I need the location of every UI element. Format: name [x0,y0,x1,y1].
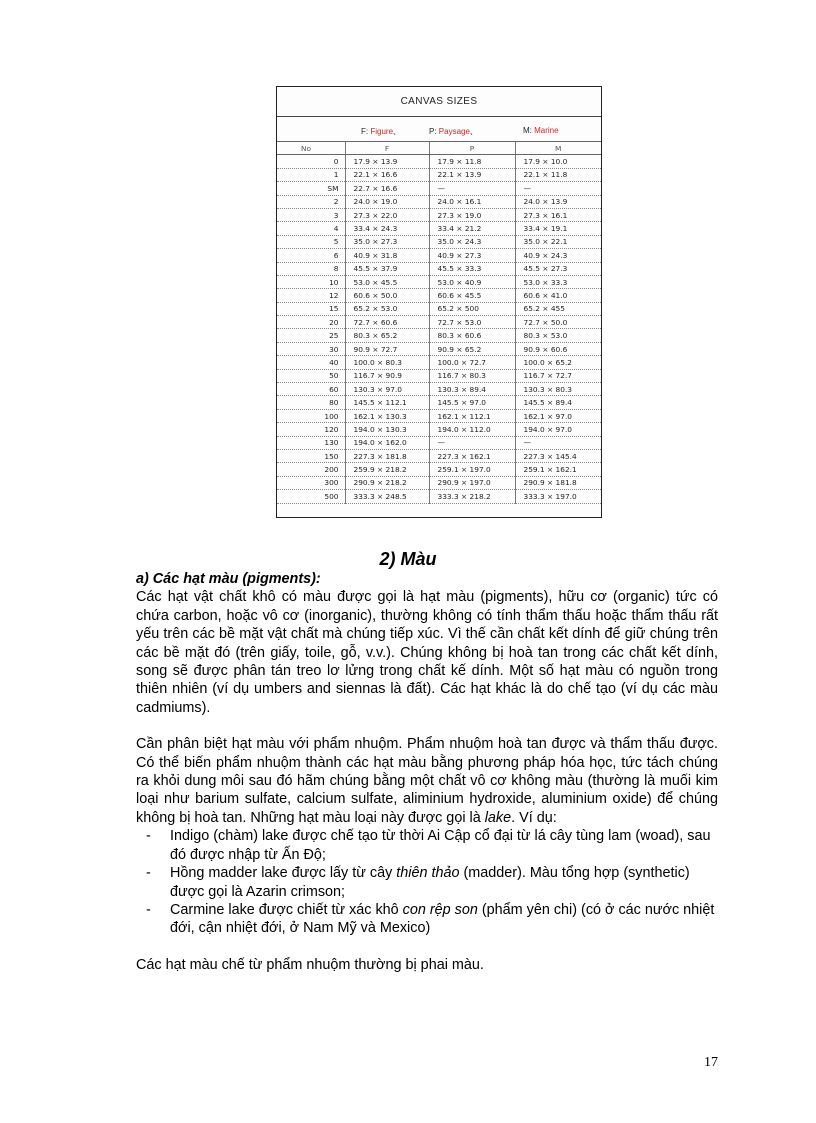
size-value-cell: 100.0 × 72.7 [429,356,515,369]
table-row [277,155,601,168]
size-value-cell: — [515,182,601,195]
size-value-cell: 130.3 × 89.4 [429,383,515,396]
table-row [277,449,601,462]
table-row [277,383,601,396]
list-item: - Indigo (chàm) lake được chế tạo từ thời Ai Cập cổ đại từ lá cây tùng lam (woad), sau đó được nhập từ Ấn Độ; [146,828,711,863]
table-row [277,235,601,248]
size-value-cell: 45.5 × 37.9 [345,262,429,275]
size-value-cell: 22.1 × 11.8 [515,168,601,181]
size-value-cell: 35.0 × 22.1 [515,235,601,248]
table-row [277,168,601,181]
table-row [277,329,601,342]
size-value-cell: 116.7 × 72.7 [515,369,601,382]
size-number-cell: 3 [277,208,345,221]
size-value-cell: 60.6 × 41.0 [515,289,601,302]
size-value-cell: 259.9 × 218.2 [345,463,429,476]
size-value-cell: 90.9 × 65.2 [429,342,515,355]
size-value-cell: 24.0 × 19.0 [345,195,429,208]
size-value-cell: 40.9 × 27.3 [429,249,515,262]
table-row [277,316,601,329]
table-row [277,195,601,208]
size-value-cell: 162.1 × 130.3 [345,409,429,422]
header-p: P [429,142,515,155]
size-number-cell: 100 [277,409,345,422]
table-row [277,302,601,315]
canvas-sizes-table [277,142,601,504]
size-value-cell: 194.0 × 112.0 [429,423,515,436]
size-value-cell: 53.0 × 40.9 [429,275,515,288]
legend-paysage: P: Paysage、 [429,127,478,136]
size-value-cell: 227.3 × 145.4 [515,449,601,462]
paragraph-pigments: Các hạt vật chất khô có màu được gọi là hạt màu (pigments), hữu cơ (organic) tức có chứa carbon, hoặc vô cơ (inorganic), thường không có tính thẩm thấu hoặc thẩm thấu rất yếu trên các bề mặt vật chất mà chúng tiếp xúc. Vì thế cần chất kết dính để giữ chúng trên các bề mặt đó (trên giấy, toile, gỗ, v.v.). Chúng không bị hoà tan trong các chất kết dính, song sẽ được phân tán treo lơ lửng trong chất kế dính. Một số hạt màu có nguồn trong thiên nhiên (ví dụ umbers and siennas là đất). Các hạt khác là do chế tạo (ví dụ các màu cadmiums). [136,589,718,716]
subheading-pigments: a) Các hạt màu (pigments): [136,571,321,587]
size-value-cell: 227.3 × 181.8 [345,449,429,462]
list-item: - Hồng madder lake được lấy từ cây thiên thảo (madder). Màu tổng hợp (synthetic) được gọi là Azarin crimson; [146,865,690,900]
size-value-cell: 53.0 × 33.3 [515,275,601,288]
size-value-cell: 65.2 × 455 [515,302,601,315]
header-m: M [515,142,601,155]
canvas-legend [277,117,601,142]
table-row [277,262,601,275]
size-number-cell: 150 [277,449,345,462]
size-value-cell: 22.1 × 16.6 [345,168,429,181]
body-text [136,570,718,974]
canvas-sizes-figure [276,86,602,518]
size-value-cell: 40.9 × 31.8 [345,249,429,262]
size-number-cell: 2 [277,195,345,208]
table-row [277,275,601,288]
page-number: 17 [704,1055,718,1070]
size-value-cell: 33.4 × 24.3 [345,222,429,235]
table-row [277,208,601,221]
size-value-cell: 72.7 × 53.0 [429,316,515,329]
size-value-cell: 40.9 × 24.3 [515,249,601,262]
table-row [277,222,601,235]
size-number-cell: 6 [277,249,345,262]
legend-marine: M: Marine [523,126,559,135]
size-number-cell: 120 [277,423,345,436]
table-row [277,409,601,422]
table-row [277,289,601,302]
size-value-cell: 162.1 × 97.0 [515,409,601,422]
size-value-cell: 333.3 × 218.2 [429,490,515,503]
table-row [277,463,601,476]
size-value-cell: 100.0 × 65.2 [515,356,601,369]
size-value-cell: 22.7 × 16.6 [345,182,429,195]
size-value-cell: 290.9 × 181.8 [515,476,601,489]
examples-list [136,827,718,937]
size-value-cell: 27.3 × 22.0 [345,208,429,221]
size-value-cell: 17.9 × 11.8 [429,155,515,168]
size-value-cell: 100.0 × 80.3 [345,356,429,369]
table-row [277,476,601,489]
header-f: F [345,142,429,155]
size-value-cell: 60.6 × 50.0 [345,289,429,302]
size-value-cell: 194.0 × 97.0 [515,423,601,436]
size-number-cell: 40 [277,356,345,369]
size-number-cell: 130 [277,436,345,449]
table-row [277,436,601,449]
size-value-cell: 145.5 × 112.1 [345,396,429,409]
size-value-cell: 60.6 × 45.5 [429,289,515,302]
size-value-cell: 53.0 × 45.5 [345,275,429,288]
size-number-cell: 12 [277,289,345,302]
size-value-cell: 65.2 × 500 [429,302,515,315]
size-value-cell: 116.7 × 80.3 [429,369,515,382]
size-number-cell: 5 [277,235,345,248]
size-number-cell: 25 [277,329,345,342]
size-value-cell: 290.9 × 218.2 [345,476,429,489]
size-value-cell: 45.5 × 27.3 [515,262,601,275]
size-number-cell: 10 [277,275,345,288]
size-number-cell: SM [277,182,345,195]
size-number-cell: 30 [277,342,345,355]
size-value-cell: 35.0 × 27.3 [345,235,429,248]
size-value-cell: 145.5 × 89.4 [515,396,601,409]
size-value-cell: 17.9 × 13.9 [345,155,429,168]
size-value-cell: 27.3 × 19.0 [429,208,515,221]
size-number-cell: 8 [277,262,345,275]
table-row [277,396,601,409]
size-value-cell: 290.9 × 197.0 [429,476,515,489]
size-value-cell: — [515,436,601,449]
canvas-sizes-title: CANVAS SIZES [277,87,601,117]
table-row [277,490,601,503]
size-number-cell: 80 [277,396,345,409]
size-value-cell: 45.5 × 33.3 [429,262,515,275]
size-value-cell: 24.0 × 16.1 [429,195,515,208]
size-value-cell: 259.1 × 197.0 [429,463,515,476]
canvas-sizes-body [277,155,601,503]
size-value-cell: 259.1 × 162.1 [515,463,601,476]
size-value-cell: 35.0 × 24.3 [429,235,515,248]
size-value-cell: 72.7 × 50.0 [515,316,601,329]
table-row [277,423,601,436]
size-value-cell: 33.4 × 21.2 [429,222,515,235]
header-no: No [277,142,345,155]
size-value-cell: — [429,436,515,449]
table-row [277,249,601,262]
size-value-cell: 333.3 × 197.0 [515,490,601,503]
table-row [277,342,601,355]
size-value-cell: 22.1 × 13.9 [429,168,515,181]
list-item: - Carmine lake được chiết từ xác khô con rệp son (phẩm yên chi) (có ở các nước nhiệt đới, cận nhiệt đới, ở Nam Mỹ và Mexico) [146,901,715,937]
size-value-cell: 80.3 × 60.6 [429,329,515,342]
size-number-cell: 15 [277,302,345,315]
size-value-cell: 194.0 × 162.0 [345,436,429,449]
size-value-cell: 333.3 × 248.5 [345,490,429,503]
closing-sentence: Các hạt màu chế từ phẩm nhuộm thường bị phai màu. [136,956,484,973]
size-value-cell: 90.9 × 72.7 [345,342,429,355]
size-value-cell: 33.4 × 19.1 [515,222,601,235]
size-value-cell: 130.3 × 80.3 [515,383,601,396]
size-number-cell: 1 [277,168,345,181]
size-value-cell: 80.3 × 65.2 [345,329,429,342]
size-number-cell: 50 [277,369,345,382]
size-number-cell: 300 [277,476,345,489]
paragraph-dyes: Cần phân biệt hạt màu với phẩm nhuộm. Phẩm nhuộm hoà tan được và thẩm thấu được. Có thể biến phẩm nhuộm thành các hạt màu bằng phương pháp hóa học, tức tách chúng ra khỏi dung môi sau đó hãm chúng bằng một chất vô cơ không màu (thường là muối kim loại như barium sulfate, calcium sulfate, aliminium hydroxide, aluminium oxide) để chúng không bị hoà tan. Những hạt màu loại này được gọi là lake. Ví dụ: [136,736,718,826]
size-value-cell: 116.7 × 90.9 [345,369,429,382]
table-row [277,369,601,382]
size-value-cell: 72.7 × 60.6 [345,316,429,329]
size-value-cell: — [429,182,515,195]
size-value-cell: 145.5 × 97.0 [429,396,515,409]
size-number-cell: 200 [277,463,345,476]
size-number-cell: 500 [277,490,345,503]
table-header-row [277,142,601,155]
size-value-cell: 162.1 × 112.1 [429,409,515,422]
legend-figure: F: Figure、 [361,127,402,136]
size-value-cell: 90.9 × 60.6 [515,342,601,355]
size-value-cell: 27.3 × 16.1 [515,208,601,221]
size-number-cell: 4 [277,222,345,235]
size-value-cell: 80.3 × 53.0 [515,329,601,342]
size-value-cell: 24.0 × 13.9 [515,195,601,208]
size-value-cell: 65.2 × 53.0 [345,302,429,315]
size-number-cell: 60 [277,383,345,396]
table-row [277,356,601,369]
size-value-cell: 130.3 × 97.0 [345,383,429,396]
size-number-cell: 20 [277,316,345,329]
size-value-cell: 227.3 × 162.1 [429,449,515,462]
section-title: 2) Màu [379,549,437,569]
size-value-cell: 17.9 × 10.0 [515,155,601,168]
size-value-cell: 194.0 × 130.3 [345,423,429,436]
table-row [277,182,601,195]
size-number-cell: 0 [277,155,345,168]
